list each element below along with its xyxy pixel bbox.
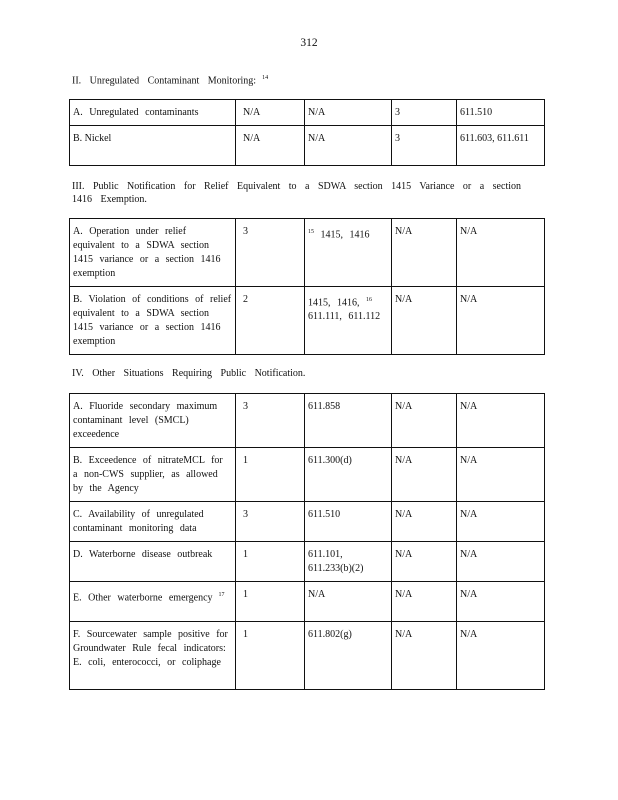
table-row [70,126,545,166]
cell-col4: N/A [392,582,457,622]
footnote-14: 14 [262,75,269,81]
table-row [70,542,545,582]
cell-col5: 611.510 [457,100,545,126]
cell-col4: N/A [392,502,457,542]
cell-desc: D. Waterborne disease outbreak [70,542,236,582]
cell-tier: 1 [236,448,305,502]
table-row [70,582,545,622]
cell-col4: 3 [392,100,457,126]
cell-citation [305,287,392,355]
cell-tier: 1 [236,542,305,582]
cell-citation: 611.510 [305,502,392,542]
table-row [70,100,545,126]
desc-text: E. Other waterborne emergency [73,592,213,604]
footnote-15: 15 [308,229,314,235]
table-row [70,448,545,502]
cell-col4: N/A [392,394,457,448]
cell-col5: N/A [457,622,545,690]
cell-tier: 2 [236,287,305,355]
cell-col4: N/A [392,542,457,582]
cell-tier: 3 [236,219,305,287]
cell-desc: B. Nickel [70,126,236,166]
cell-desc: A. Operation under relief equivalent to a SDWA section 1415 variance or a section 1416 exemption [70,219,236,287]
table-row [70,502,545,542]
cell-col5: N/A [457,582,545,622]
cell-col4: 3 [392,126,457,166]
table-row [70,287,545,355]
cell-tier: 3 [236,394,305,448]
cell-citation: 611.858 [305,394,392,448]
cell-col5: N/A [457,287,545,355]
citation-text: 1415, 1416, [308,297,360,309]
cell-col5: N/A [457,448,545,502]
table-row [70,622,545,690]
footnote-16: 16 [366,297,372,303]
table-row [70,394,545,448]
cell-col5: N/A [457,219,545,287]
cell-citation: N/A [305,126,392,166]
cell-col4: N/A [392,622,457,690]
cell-col4: N/A [392,448,457,502]
section-4-table [69,393,545,690]
cell-desc [70,582,236,622]
cell-citation: N/A [305,100,392,126]
cell-col5: 611.603, 611.611 [457,126,545,166]
cell-col4: N/A [392,219,457,287]
cell-desc: A. Unregulated contaminants [70,100,236,126]
section-2-heading [72,72,522,87]
cell-tier: N/A [236,100,305,126]
cell-tier: 3 [236,502,305,542]
footnote-17: 17 [218,592,225,598]
cell-citation: N/A [305,582,392,622]
citation-text: 1415, 1416 [320,229,370,241]
page-number: 312 [300,37,318,49]
cell-col5: N/A [457,542,545,582]
cell-desc: C. Availability of unregulated contaminant monitoring data [70,502,236,542]
cell-col4: N/A [392,287,457,355]
cell-desc: B. Exceedence of nitrateMCL for a non-CWS supplier, as allowed by the Agency [70,448,236,502]
cell-desc: A. Fluoride secondary maximum contaminant level (SMCL) exceedence [70,394,236,448]
cell-tier: N/A [236,126,305,166]
cell-tier: 1 [236,622,305,690]
cell-desc: F. Sourcewater sample positive for Groundwater Rule fecal indicators: E. coli, enterococci, or coliphage [70,622,236,690]
cell-tier: 1 [236,582,305,622]
section-3-table [69,218,545,355]
cell-col5: N/A [457,502,545,542]
section-4-heading: IV. Other Situations Requiring Public Notification. [72,368,306,379]
cell-citation: 611.101, 611.233(b)(2) [305,542,392,582]
cell-citation: 611.802(g) [305,622,392,690]
cell-col5: N/A [457,394,545,448]
cell-citation: 611.300(d) [305,448,392,502]
table-row [70,219,545,287]
citation-text-2: 611.111, 611.112 [308,311,381,323]
section-2-table [69,99,545,166]
section-3-heading: III. Public Notification for Relief Equivalent to a SDWA section 1415 Variance or a section 1416 Exemption. [72,181,521,205]
cell-desc: B. Violation of conditions of relief equivalent to a SDWA section 1415 variance or a section 1416 exemption [70,287,236,355]
cell-citation [305,219,392,287]
section-2-heading-text: II. Unregulated Contaminant Monitoring: [72,75,257,87]
